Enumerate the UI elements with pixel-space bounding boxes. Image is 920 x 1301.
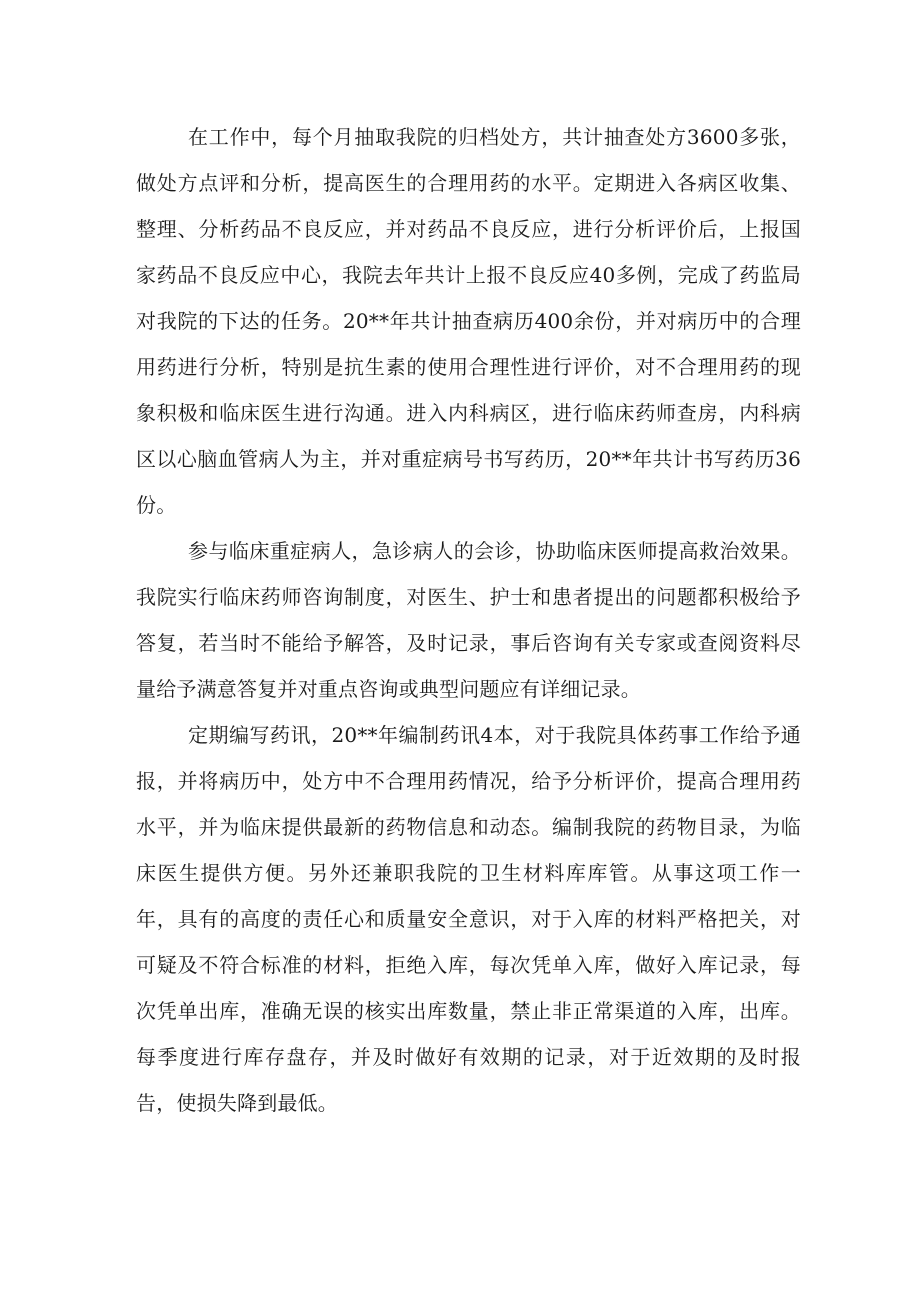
paragraph-prescription-review: 在工作中，每个月抽取我院的归档处方，共计抽查处方3600多张，做处方点评和分析，提高医生的合理用药的水平。定期进入各病区收集、整理、分析药品不良反应，并对药品不良反应，进行分析评价后，上报国家药品不良反应中心，我院去年共计上报不良反应40多例，完成了药监局对我院的下达的任务。20**年共计抽查病历400余份，并对病历中的合理用药进行分析，特别是抗生素的使用合理性进行评价，对不合理用药的现象积极和临床医生进行沟通。进入内科病区，进行临床药师查房，内科病区以心脑血管病人为主，并对重症病号书写药历，20**年共计书写药历36份。 (136, 125, 801, 517)
paragraph-drug-bulletin: 定期编写药讯，20**年编制药讯4本，对于我院具体药事工作给予通报，并将病历中，处方中不合理用药情况，给予分析评价，提高合理用药水平，并为临床提供最新的药物信息和动态。编制我院的药物目录，为临床医生提供方便。另外还兼职我院的卫生材料库库管。从事这项工作一年，具有的高度的责任心和质量安全意识，对于入库的材料严格把关，对可疑及不符合标准的材料，拒绝入库，每次凭单入库，做好入库记录，每次凭单出库，准确无误的核实出库数量，禁止非正常渠道的入库，出库。每季度进行库存盘存，并及时做好有效期的记录，对于近效期的及时报告，使损失降到最低。 (136, 723, 801, 1115)
document-body (136, 114, 801, 1126)
paragraph-clinical-consultation: 参与临床重症病人，急诊病人的会诊，协助临床医师提高救治效果。我院实行临床药师咨询制度，对医生、护士和患者提出的问题都积极给予答复，若当时不能给予解答，及时记录，事后咨询有关专家或查阅资料尽量给予满意答复并对重点咨询或典型问题应有详细记录。 (136, 539, 801, 701)
